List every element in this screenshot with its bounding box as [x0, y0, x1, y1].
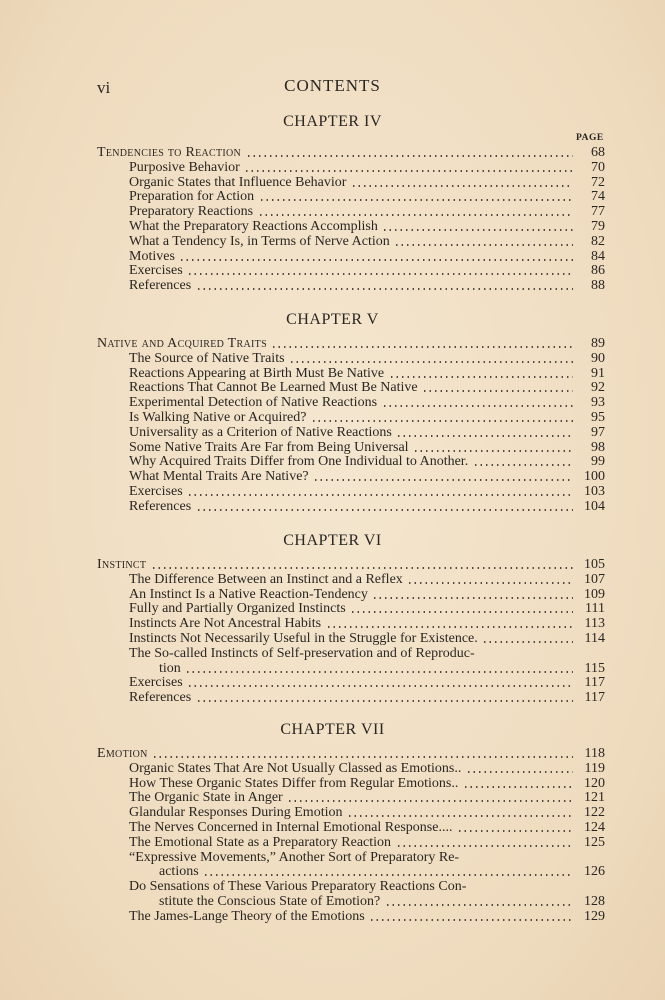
- chapter-heading: CHAPTER VI: [283, 532, 382, 549]
- entry-title: An Instinct Is a Native Reaction-Tendency: [129, 586, 368, 602]
- toc-entry: [129, 499, 605, 514]
- dot-leader: [152, 756, 573, 758]
- dot-leader: [185, 671, 573, 673]
- entry-page-number: 98: [591, 439, 605, 455]
- toc-entry: [129, 879, 605, 894]
- dot-leader: [326, 626, 573, 628]
- entry-title: References: [129, 690, 192, 706]
- toc-entry: [129, 776, 605, 791]
- toc-entry: [159, 894, 605, 909]
- entry-page-number: 82: [591, 233, 605, 249]
- dot-leader: [258, 214, 573, 216]
- chapter-main-title: Instinct: [97, 557, 147, 572]
- dot-leader: [289, 361, 573, 363]
- entry-page-number: 93: [591, 395, 605, 411]
- entry-page-number: 91: [591, 365, 605, 381]
- dot-leader: [311, 420, 573, 422]
- entry-page-number: 128: [584, 894, 605, 909]
- dot-leader: [413, 450, 573, 452]
- entry-page-number: 86: [591, 263, 605, 279]
- toc-entry: [129, 572, 605, 587]
- entry-title: Reactions That Cannot Be Learned Must Be Native: [129, 380, 418, 396]
- dot-leader: [151, 567, 573, 569]
- toc-entry: [129, 410, 605, 425]
- toc-entry: [129, 909, 605, 924]
- entry-title: What Mental Traits Are Native?: [129, 469, 309, 485]
- dot-leader: [382, 405, 573, 407]
- toc-entry: [129, 616, 605, 631]
- toc-entry: [129, 425, 605, 440]
- entry-title: The Difference Between an Instinct and a Reflex: [129, 571, 403, 587]
- chapter-heading: CHAPTER IV: [283, 113, 382, 130]
- entry-page-number: 97: [591, 424, 605, 440]
- toc-entry: [129, 278, 605, 293]
- entry-title: References: [129, 498, 192, 514]
- entry-title: tion: [159, 660, 181, 676]
- entry-title: The Source of Native Traits: [129, 350, 285, 366]
- entry-title: Reactions Appearing at Birth Must Be Native: [129, 365, 385, 381]
- entry-page-number: 113: [584, 616, 605, 632]
- entry-page-number: 68: [591, 145, 605, 160]
- dot-leader: [196, 288, 573, 290]
- entry-title: Is Walking Native or Acquired?: [129, 410, 307, 425]
- dot-leader: [259, 199, 573, 201]
- toc-entry: [129, 380, 605, 395]
- entry-title: Some Native Traits Are Far from Being Universal: [129, 439, 409, 455]
- entry-title: The Emotional State as a Preparatory Reaction: [129, 834, 392, 850]
- dot-leader: [313, 479, 573, 481]
- entry-page-number: 74: [591, 189, 605, 205]
- entry-title: Experimental Detection of Native Reactions: [129, 395, 378, 411]
- dot-leader: [246, 155, 573, 157]
- entry-title: Organic States that Influence Behavior: [129, 174, 347, 190]
- toc-entry: [129, 601, 605, 616]
- toc-entry: [129, 631, 605, 646]
- entry-page-number: 124: [584, 820, 605, 835]
- entry-page-number: 111: [585, 601, 605, 617]
- entry-page-number: 95: [591, 410, 605, 425]
- chapter-main-entry: [97, 336, 605, 351]
- dot-leader: [196, 700, 573, 702]
- toc-entry: [129, 761, 605, 776]
- entry-page-number: 99: [591, 454, 605, 470]
- entry-title: The So-called Instincts of Self-preservation and of Reproduc-: [129, 645, 475, 661]
- toc-entry: [129, 395, 605, 410]
- toc-entry: [129, 263, 605, 278]
- chapter-main-title: Native and Acquired Traits: [97, 336, 267, 351]
- entry-title: Exercises: [129, 675, 183, 691]
- dot-leader: [187, 494, 573, 496]
- entry-page-number: 114: [584, 631, 605, 646]
- dot-leader: [351, 185, 573, 187]
- entry-page-number: 119: [584, 760, 605, 776]
- entry-title: Purposive Behavior: [129, 159, 240, 175]
- dot-leader: [457, 830, 573, 832]
- chapter-main-entry: [97, 557, 605, 572]
- toc-entry: [129, 587, 605, 602]
- entry-title: The Nerves Concerned in Internal Emotional Response....: [129, 820, 453, 835]
- entry-title: stitute the Conscious State of Emotion?: [159, 894, 381, 909]
- toc-entry: [159, 864, 605, 879]
- entry-page-number: 104: [584, 498, 605, 514]
- chapter-main-entry: [97, 746, 605, 761]
- entry-page-number: 121: [584, 790, 605, 806]
- toc-entry: [129, 484, 605, 499]
- dot-leader: [271, 346, 573, 348]
- entry-page-number: 90: [591, 350, 605, 366]
- toc-entry: [129, 790, 605, 805]
- entry-page-number: 89: [591, 336, 605, 351]
- dot-leader: [382, 229, 573, 231]
- dot-leader: [389, 376, 573, 378]
- dot-leader: [350, 611, 573, 613]
- entry-title: Organic States That Are Not Usually Classed as Emotions..: [129, 760, 462, 776]
- dot-leader: [396, 435, 573, 437]
- toc-entry: [159, 661, 605, 676]
- entry-title: What a Tendency Is, in Terms of Nerve Action: [129, 233, 390, 249]
- toc-entry: [129, 835, 605, 850]
- toc-entry: [129, 175, 605, 190]
- dot-leader: [396, 845, 573, 847]
- entry-page-number: 118: [584, 746, 605, 761]
- toc-entry: [129, 219, 605, 234]
- page-column-label: PAGE: [576, 133, 604, 143]
- toc-entry: [129, 646, 605, 661]
- entry-title: Instincts Not Necessarily Useful in the Struggle for Existence.: [129, 631, 478, 646]
- dot-leader: [196, 509, 573, 511]
- entry-title: Preparation for Action: [129, 189, 255, 205]
- toc-entry: [129, 850, 605, 865]
- chapter-main-title: Emotion: [97, 746, 148, 761]
- entry-page-number: 77: [591, 204, 605, 220]
- dot-leader: [179, 259, 573, 261]
- dot-leader: [407, 582, 573, 584]
- toc-entry: [129, 351, 605, 366]
- dot-leader: [482, 641, 573, 643]
- entry-page-number: 115: [584, 660, 605, 676]
- entry-title: How These Organic States Differ from Regular Emotions..: [129, 775, 459, 791]
- toc-entry: [129, 366, 605, 381]
- entry-page-number: 109: [584, 586, 605, 602]
- dot-leader: [385, 904, 573, 906]
- toc-entry: [129, 820, 605, 835]
- entry-title: Exercises: [129, 263, 183, 279]
- toc-entry: [129, 454, 605, 469]
- chapter-heading: CHAPTER VII: [280, 721, 385, 738]
- entry-title: Glandular Responses During Emotion: [129, 805, 343, 821]
- toc-entry: [129, 469, 605, 484]
- dot-leader: [187, 273, 573, 275]
- entry-title: actions: [159, 864, 199, 880]
- entry-title: Fully and Partially Organized Instincts: [129, 601, 346, 617]
- entry-title: Exercises: [129, 484, 183, 499]
- toc-entry: [129, 675, 605, 690]
- entry-page-number: 125: [584, 834, 605, 850]
- entry-title: Why Acquired Traits Differ from One Individual to Another.: [129, 454, 469, 470]
- dot-leader: [466, 771, 573, 773]
- toc-entry: [129, 160, 605, 175]
- dot-leader: [463, 786, 573, 788]
- entry-page-number: 84: [591, 248, 605, 264]
- entry-page-number: 100: [584, 469, 605, 485]
- toc-entry: [129, 189, 605, 204]
- chapter-main-title: Tendencies to Reaction: [97, 145, 242, 160]
- chapter-heading: CHAPTER V: [286, 311, 379, 328]
- toc-entry: [129, 805, 605, 820]
- dot-leader: [244, 170, 573, 172]
- entry-title: The Organic State in Anger: [129, 790, 283, 806]
- dot-leader: [394, 244, 573, 246]
- running-title: CONTENTS: [284, 76, 381, 95]
- toc-entry: [129, 204, 605, 219]
- entry-title: What the Preparatory Reactions Accomplish: [129, 219, 378, 234]
- entry-title: Universality as a Criterion of Native Reactions: [129, 424, 392, 440]
- entry-page-number: 92: [591, 380, 605, 396]
- entry-title: Motives: [129, 248, 175, 264]
- entry-page-number: 122: [584, 805, 605, 821]
- dot-leader: [187, 685, 573, 687]
- entry-page-number: 117: [584, 690, 605, 706]
- entry-page-number: 103: [584, 484, 605, 499]
- dot-leader: [369, 919, 573, 921]
- toc-entry: [129, 234, 605, 249]
- dot-leader: [372, 597, 573, 599]
- page-header: [0, 76, 665, 98]
- entry-page-number: 88: [591, 278, 605, 294]
- dot-leader: [203, 874, 573, 876]
- chapter-main-entry: [97, 145, 605, 160]
- entry-title: “Expressive Movements,” Another Sort of Preparatory Re-: [129, 849, 460, 865]
- toc-entry: [129, 440, 605, 455]
- entry-page-number: 107: [584, 571, 605, 587]
- entry-page-number: 105: [584, 557, 605, 572]
- dot-leader: [347, 815, 573, 817]
- entry-page-number: 120: [584, 775, 605, 791]
- entry-title: Do Sensations of These Various Preparatory Reactions Con-: [129, 879, 467, 895]
- entry-page-number: 72: [591, 174, 605, 190]
- entry-page-number: 70: [591, 159, 605, 175]
- entry-page-number: 79: [591, 219, 605, 234]
- entry-page-number: 126: [584, 864, 605, 880]
- page-folio: vi: [97, 78, 111, 97]
- toc-entry: [129, 249, 605, 264]
- entry-title: References: [129, 278, 192, 294]
- entry-page-number: 117: [584, 675, 605, 691]
- toc-entry: [129, 690, 605, 705]
- dot-leader: [422, 390, 573, 392]
- entry-page-number: 129: [584, 908, 605, 924]
- dot-leader: [287, 800, 573, 802]
- entry-title: The James-Lange Theory of the Emotions: [129, 908, 365, 924]
- entry-title: Preparatory Reactions: [129, 204, 254, 220]
- entry-title: Instincts Are Not Ancestral Habits: [129, 616, 322, 632]
- dot-leader: [473, 464, 573, 466]
